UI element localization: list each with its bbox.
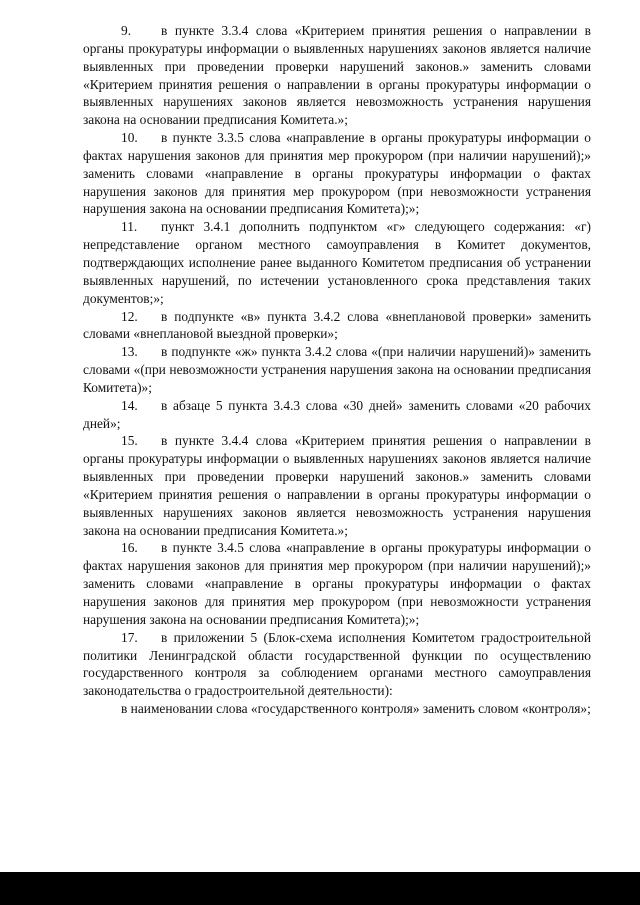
paragraph-17 [83, 629, 591, 700]
paragraph-number: 12. [121, 308, 138, 324]
paragraph-number: 9. [121, 23, 132, 38]
paragraph-text: в подпункте «в» пункта 3.4.2 слова «внеплановой проверки» заменить словами «внеплановой выездной проверки»; [83, 308, 591, 342]
paragraph-15 [83, 432, 591, 539]
paragraph-text: в пункте 3.3.5 слова «направление в органы прокуратуры информации о фактах нарушения законов для принятия мер прокурором (при наличии нарушений);» заменить словами «направление в органы прокуратуры информации о фактах нарушения законов для принятия мер прокурором (при невозможности устранения нарушения закона на основании предписания Комитета);»; [83, 130, 591, 217]
paragraph-11 [83, 218, 591, 307]
paragraph-number: 16. [121, 540, 138, 556]
paragraph-14 [83, 397, 591, 433]
paragraph-text: пункт 3.4.1 дополнить подпунктом «г» следующего содержания: «г) непредставление органом местного самоуправления в Комитет документов, подтверждающих исполнение ранее выданного Комитетом предписания об устранении выявленных нарушений, по истечении установленного срока представления таких документов;»; [83, 219, 591, 306]
paragraph-16 [83, 539, 591, 628]
paragraph-text: в приложении 5 (Блок-схема исполнения Комитетом градостроительной политики Ленинградской области государственной функции по осуществлению государственного контроля за соблюдением органами местного самоуправления законодательства о градостроительной деятельности): [83, 629, 591, 699]
document-page [83, 22, 591, 718]
paragraph-number: 11. [121, 219, 138, 235]
paragraph-10 [83, 129, 591, 218]
paragraph-number: 10. [121, 130, 138, 146]
paragraph-text: в пункте 3.3.4 слова «Критерием принятия решения о направлении в органы прокуратуры информации о выявленных нарушениях законов является наличие выявленных при проведении проверки нарушений законов.» заменить словами «Критерием принятия решения о направлении в органы прокуратуры информации о выявленных нарушениях законов является невозможность устранения нарушения закона на основании предписания Комитета.»; [83, 23, 591, 128]
paragraph-number: 17. [121, 629, 138, 645]
paragraph-9 [83, 22, 591, 129]
paragraph-text: в наименовании слова «государственного контроля» заменить словом «контроля»; [121, 701, 591, 717]
paragraph-number: 15. [121, 433, 138, 449]
paragraph-number: 14. [121, 397, 138, 413]
paragraph-text: в абзаце 5 пункта 3.4.3 слова «30 дней» заменить словами «20 рабочих дней»; [83, 397, 591, 431]
paragraph-12 [83, 308, 591, 344]
paragraph-17-subitem [83, 700, 591, 718]
paragraph-number: 13. [121, 344, 138, 360]
scan-bottom-border [0, 872, 640, 905]
paragraph-13 [83, 343, 591, 397]
paragraph-text: в пункте 3.4.4 слова «Критерием принятия решения о направлении в органы прокуратуры информации о выявленных нарушениях законов является наличие выявленных при проведении проверки нарушений законов.» заменить словами «Критерием принятия решения о направлении в органы прокуратуры информации о выявленных нарушениях законов является невозможность устранения нарушения закона на основании предписания Комитета.»; [83, 433, 591, 538]
paragraph-text: в пункте 3.4.5 слова «направление в органы прокуратуры информации о фактах нарушения законов для принятия мер прокурором (при наличии нарушений);» заменить словами «направление в органы прокуратуры информации о фактах нарушения законов для принятия мер прокурором (при невозможности устранения нарушения закона на основании предписания Комитета);»; [83, 540, 591, 627]
paragraph-text: в подпункте «ж» пункта 3.4.2 слова «(при наличии нарушений)» заменить словами «(при невозможности устранения нарушения закона на основании предписания Комитета)»; [83, 344, 591, 395]
